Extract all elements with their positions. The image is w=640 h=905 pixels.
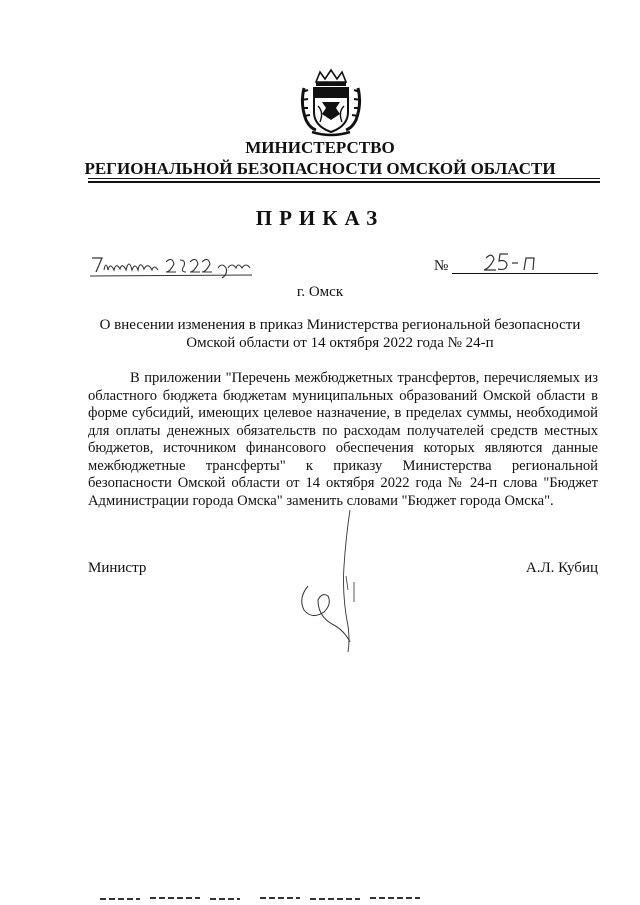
signature-icon [288,506,368,656]
ministry-name-line1: МИНИСТЕРСТВО [245,138,395,157]
coat-of-arms-icon [298,68,364,138]
city: г. Омск [296,284,344,300]
signatory-position: Министр [88,560,147,576]
document-body: В приложении "Перечень межбюджетных трансфертов, перечисляемых из областного бюджета бюджетам муниципальных образований Омской области в форме субсидий, имеющих целевое назначение, в пределах суммы, необходимой для оплаты денежных обязательств по расходам получателей средств местных бюджетов, источником финансового обеспечения которых являются данные межбюджетные трансферты" к приказу Министерства региональной безопасности Омской области от 14 октября 2022 года № 24-п слова "Бюджет Администрации города Омска" заменить словами "Бюджет города Омска". [88,370,598,509]
signatory-name: А.Л. Кубиц [525,560,598,576]
scan-edge-marks [0,893,640,903]
header-divider-thick [88,181,600,183]
handwritten-number [480,250,544,276]
document-type-title: ПРИКАЗ [255,206,385,230]
document-subject: О внесении изменения в приказ Министерства региональной безопасности Омской области от 14 октября 2022 года № 24-п [99,317,581,351]
handwritten-date [88,250,254,280]
document-number-label: № [434,258,449,274]
ministry-name-line2: РЕГИОНАЛЬНОЙ БЕЗОПАСНОСТИ ОМСКОЙ ОБЛАСТИ [84,159,556,178]
header-divider [88,178,600,179]
